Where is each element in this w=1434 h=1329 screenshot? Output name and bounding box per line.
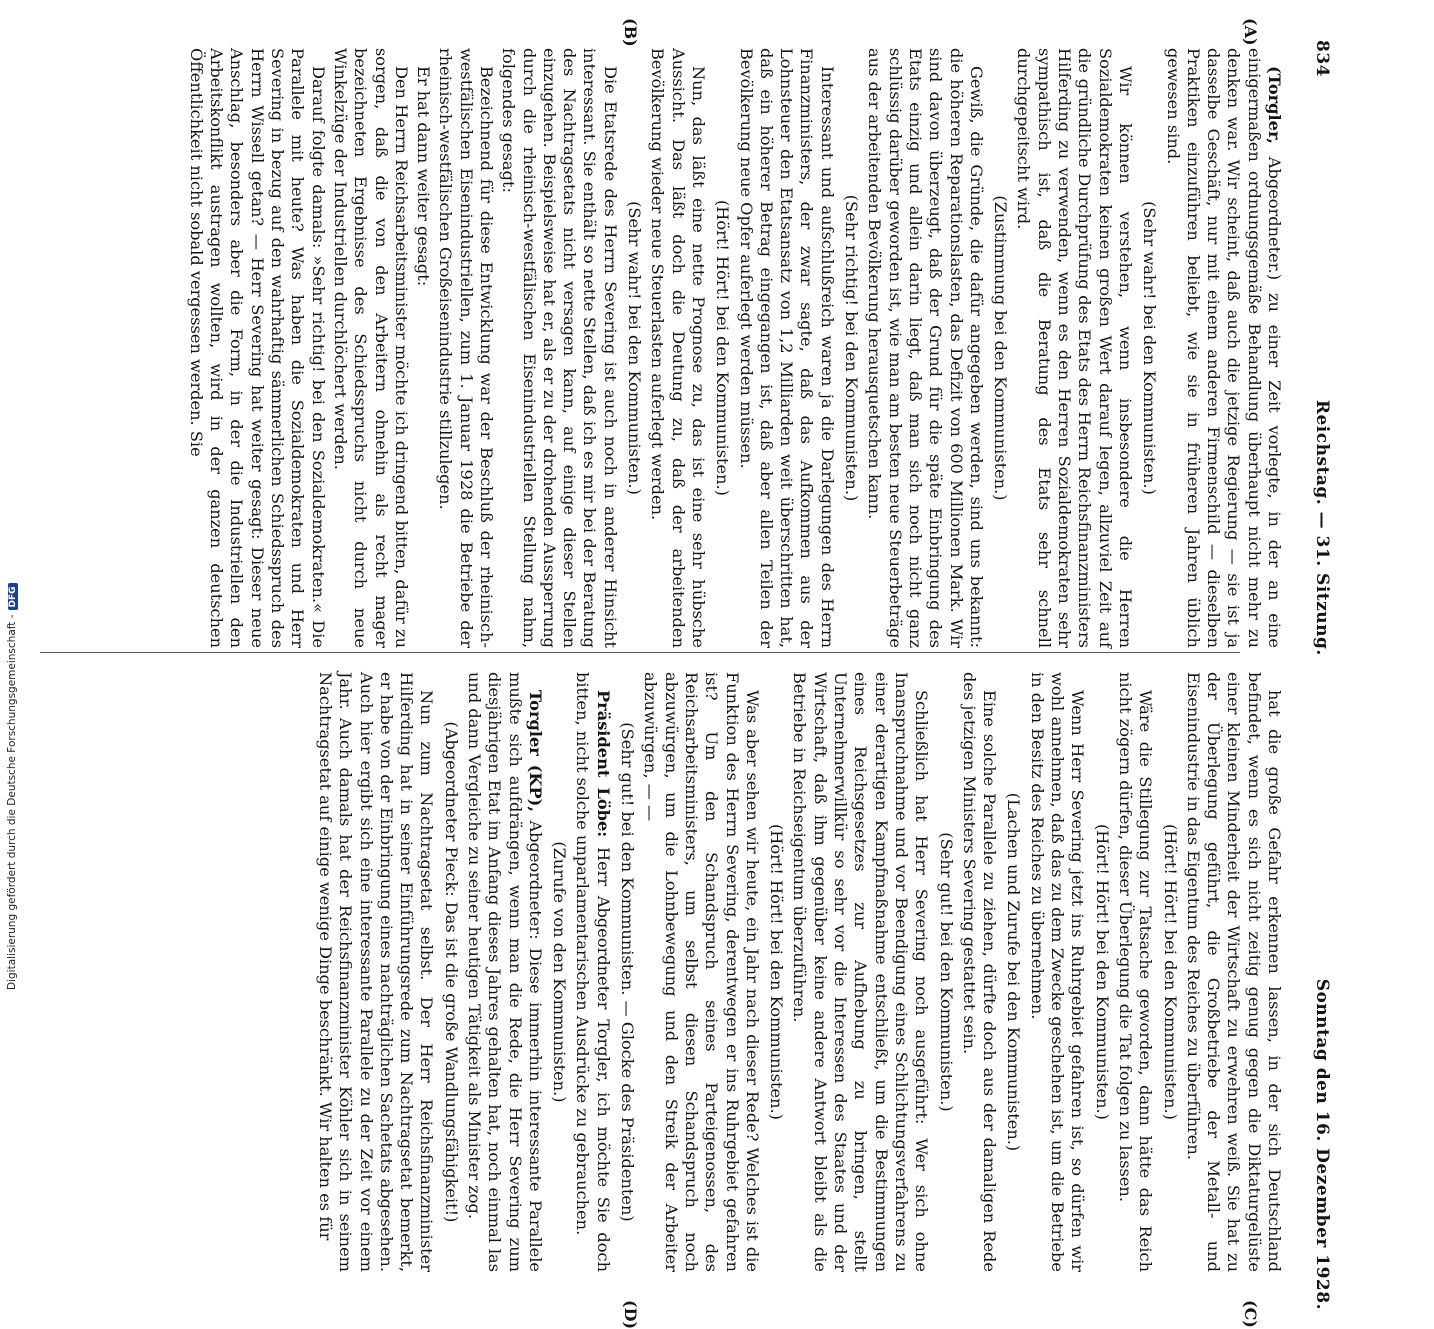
- paragraph-text: Abgeordneter.) zu einer Zeit vorlegte, in der an eine einigermaßen ordnungsgemäße Behandlung überhaupt nicht mehr zu denken war. Wir scheint, daß auch die jetzige Regierung — sie ist ja dasselbe Geschäft, nur mit einem anderen Firmenschild — dieselben Praktiken einzuführen beliebt, wie sie in früheren Jahren üblich gewesen sind.: [1163, 48, 1284, 648]
- interjection: [1139, 48, 1159, 648]
- paragraph: [864, 48, 986, 648]
- session-title: Reichstag. — 31. Sitzung.: [1312, 399, 1332, 656]
- right-text-column: [313, 672, 1284, 1272]
- dfg-logo-icon: DFG: [8, 583, 18, 610]
- paragraph: [735, 48, 836, 648]
- interjection: [617, 672, 637, 1272]
- paragraph: [498, 48, 620, 648]
- paragraph: [959, 672, 1000, 1272]
- interjection: [935, 672, 955, 1272]
- paragraph-text: hat die große Gefahr erkennen lassen, in der sich Deutschland befindet, wenn es sich nicht zeitig genug gegen die Diktaturgelüste einer kleinen Minderheit der Wirtschaft zu erwehren weiß. Sie hat zu der Überlegung geführt, die Großbetriebe der Metall- und Eisenindustrie in das Eigentum des Reiches zu überführen.: [1183, 672, 1284, 1272]
- paragraph: [789, 672, 931, 1272]
- paragraph-text: (Zustimmung bei den Kommunisten.): [991, 195, 1011, 501]
- column-divider: [40, 652, 1240, 653]
- paragraph-text: Eine solche Parallele zu ziehen, dürfte doch aus der damaligen Rede des jetzigen Ministers Severing gestattet sein.: [959, 672, 1000, 1272]
- paragraph: [1162, 48, 1284, 648]
- paragraph: [413, 48, 433, 648]
- paragraph: [1183, 672, 1284, 1272]
- paragraph-text: (Hört! Hört! bei den Kommunisten.): [713, 199, 733, 496]
- paragraph-text: (Lachen und Zurufe bei den Kommunisten.): [1004, 792, 1024, 1152]
- paragraph-text: Den Herrn Reichsarbeitsminister möchte ich dringend bitten, dafür zu sorgen, daß die von den Arbeitern ohnehin als recht mager bezeichneten Ergebnisse des Schiedsspruchs nicht durch neue Winkelzüge der Industriellen durchlöchert werden.: [330, 48, 411, 648]
- interjection: [1003, 672, 1023, 1272]
- paragraph-text: Gewiß, die Gründe, die dafür angegeben werden, sind uns bekannt: die höheren Reparationslasten, das Defizit von 600 Millionen Mark. Wir sind davon überzeugt, daß der Grund für die späte Einbringung des Etats einzig und allein darin liegt, daß man sich noch nicht ganz schlüssig darüber geworden ist, wie man am besten neue Steuerbeträge aus der arbeitenden Bevölkerung herausquetschen kann.: [865, 48, 986, 648]
- paragraph-text: Abgeordneter: Diese immerhin interessante Parallele mußte sich aufdrängen, wenn man die Rede, die Herr Severing zum diesjährigen Etat im Anfang dieses Jahres gehalten hat, noch einmal las und dann Vergleiche zu seiner heutigen Tätigkeit als Minister zog.: [465, 672, 545, 1272]
- margin-letter-a: (A): [1241, 18, 1260, 46]
- margin-letter-c: (C): [1241, 1300, 1260, 1328]
- interjection: [1091, 672, 1111, 1272]
- paragraph: [640, 672, 762, 1272]
- page-header: [1298, 40, 1332, 1310]
- interjection: [1159, 672, 1179, 1272]
- paragraph: [330, 48, 411, 648]
- paragraph: [186, 48, 328, 648]
- paragraph-text: (Abgeordneter Pieck: Das ist die große Wandlungsfähigkeit!): [441, 721, 461, 1223]
- paragraph-text: (Sehr wahr! bei den Kommunisten.): [1140, 201, 1160, 495]
- paragraph-text: Nun zum Nachtragsetat selbst. Der Herr Reichsfinanzminister Hilferding hat in seiner Einführungsrede zum Nachtragsetat bemerkt, er habe von der Einbringung eines nachträglichen Sachetats abgesehen. Auch hier ergibt sich eine interessante Parallele zu der Zeit vor einem Jahr. Auch damals hat der Reichsfinanzminister Köhler sich in seinem Nachtragsetat auf einige wenige Dinge beschränkt. Wir halten es für: [315, 672, 437, 1272]
- paragraph-text: (Zurufe von den Kommunisten.): [550, 841, 570, 1103]
- digitization-footer: [2, 0, 18, 1000]
- paragraph-text: Wenn Herr Severing jetzt ins Ruhrgebiet gefahren ist, so dürfen wir wohl annehmen, daß das zu dem Zwecke geschehen ist, um die Betriebe in den Besitz des Reiches zu übernehmen.: [1027, 672, 1088, 1272]
- interjection: [440, 672, 460, 1272]
- paragraph-text: Was aber sehen wir heute, ein Jahr nach dieser Rede? Welches ist die Funktion des Herrn Severing, derentwegen er ins Ruhrgebiet gefahren ist? Um den Schandspruch seines Parteigenossen, des Reichsarbeitsministers, um selbst diesen Schandspruch noch abzuwürgen, um die Lohnbewegung und den Streik der Arbeiter abzuwürgen, — —: [641, 672, 762, 1272]
- paragraph-text: Herr Abgeordneter Torgler, ich möchte Sie doch bitten, nicht solche unparlamentarischen Ausdrücke zu gebrauchen.: [573, 672, 613, 1272]
- speaker-name: Präsident Löbe:: [593, 690, 613, 838]
- paragraph: [572, 672, 613, 1272]
- paragraph: [647, 48, 708, 648]
- funding-notice: [6, 583, 18, 990]
- funding-notice-text: Digitalisierung gefördert durch die Deutsche Forschungsgemeinschaft -: [6, 614, 18, 990]
- session-date: Sonntag den 16. Dezember 1928.: [1312, 978, 1332, 1310]
- paragraph-text: (Hört! Hört! bei den Kommunisten.): [1092, 823, 1112, 1120]
- interjection: [990, 48, 1010, 648]
- paragraph: [1115, 672, 1156, 1272]
- paragraph: [435, 48, 496, 648]
- paragraph: [464, 672, 545, 1272]
- left-text-column: [184, 48, 1284, 648]
- paragraph-text: Bezeichnend für diese Entwicklung war der Beschluß der rheinisch-westfälischen Eisenindustriellen, zum 1. Januar 1928 die Betriebe der rheinisch-westfälischen Großeisenindustrie stillzulegen.: [436, 48, 497, 648]
- paragraph: [1026, 672, 1087, 1272]
- paragraph-text: Interessant und aufschlußreich waren ja die Darlegungen des Herrn Finanzministers, der zwar sagte, daß das Aufkommen aus der Lohnsteuer den Etatsansatz von 1,2 Milliarden weit überschritten hat, daß ein höherer Betrag eingegangen ist, daß aber allen Teilen der Bevölkerung neue Opfer auferlegt werden müssen.: [736, 48, 837, 648]
- paragraph-text: (Sehr wahr! bei den Kommunisten.): [625, 201, 645, 495]
- speaker-name: (Torgler,: [1265, 66, 1284, 144]
- paragraph-text: (Sehr gut! bei den Kommunisten.): [936, 832, 956, 1112]
- page-number: 834: [1312, 40, 1332, 77]
- paragraph-text: Schließlich hat Herr Severing noch ausgeführt: Wer sich ohne Inanspruchnahme und vor Beendigung eines Schlichtungsverfahrens zu einer derartigen Kampfmaßnahme entschließt, um die Bestimmungen eines Reichsgesetzes zur Aufhebung zu bringen, stellt Unternehmerwillkür so sehr vor die Interessen des Staates und der Wirtschaft, daß ihm gegenüber keine andere Antwort bleibt als die Betriebe in Reichseigentum überzuführen.: [790, 672, 932, 1272]
- paragraph: [315, 672, 437, 1272]
- paragraph-text: (Hört! Hört! bei den Kommunisten.): [767, 823, 787, 1120]
- paragraph-text: Die Etatsrede des Herrn Severing ist auch noch in anderer Hinsicht interessant. Sie enthält so nette Stellen, daß ich es mir bei der Beratung des Nachtragsetats nicht versagen kann, auf einige dieser Stellen einzugehen. Beispielsweise hat er, als er zu der drohenden Aussperrung durch die rheinisch-westfälischen Eisenindustriellen Stellung nahm, folgendes gesagt:: [499, 48, 620, 648]
- paragraph-text: Wir können verstehen, wenn insbesondere die Herren Sozialdemokraten keinen großen Wert darauf legen, allzuviel Zeit auf die gründliche Durchprüfung des Etats des Herrn Reichsfinanzministers Hilferding zu verwenden, wenn es den Herren Sozialdemokraten sehr sympathisch ist, daß die Beratung des Etats sehr schnell durchgepeitscht wird.: [1014, 48, 1135, 648]
- interjection: [624, 48, 644, 648]
- paragraph-text: (Sehr gut! bei den Kommunisten. — Glocke des Präsidenten): [618, 722, 638, 1222]
- paragraph-text: Darauf folgte damals: »Sehr richtig! bei den Sozialdemokraten.« Die Parallele mit heute? Was haben die Sozialdemokraten und Herr Severing in bezug auf den wahrhaftig sämmerlichen Schiedsspruch des Herrn Wissell getan? — Herr Severing hat weiter gesagt: Dieser neue Anschlag, besonders aber die Form, in der die Industriellen den Arbeitskonflikt austragen wollten, wird in der ganzen deutschen Öffentlichkeit nicht sobald vergessen werden. Sie: [186, 48, 328, 648]
- interjection: [549, 672, 569, 1272]
- margin-letter-d: (D): [621, 1300, 640, 1329]
- interjection: [841, 48, 861, 648]
- interjection: [712, 48, 732, 648]
- paragraph-text: Nun, das läßt eine nette Prognose zu, das ist eine sehr hübsche Aussicht. Das läßt doch die Deutung zu, daß der arbeitenden Bevölkerung wieder neue Steuerlasten auferlegt werden.: [648, 48, 708, 648]
- margin-letter-b: (B): [621, 18, 640, 47]
- paragraph-text: Er hat dann weiter gesagt:: [414, 66, 434, 287]
- paragraph-text: Wäre die Stillegung zur Tatsache geworden, dann hätte das Reich nicht zögern dürfen, dieser Überlegung die Tat folgen zu lassen.: [1115, 672, 1156, 1272]
- paragraph-text: (Hört! Hört! bei den Kommunisten.): [1160, 823, 1180, 1120]
- paragraph-text: (Sehr richtig! bei den Kommunisten.): [842, 194, 862, 502]
- interjection: [766, 672, 786, 1272]
- speaker-name: Torgler (KP),: [525, 690, 545, 812]
- paragraph: [1013, 48, 1135, 648]
